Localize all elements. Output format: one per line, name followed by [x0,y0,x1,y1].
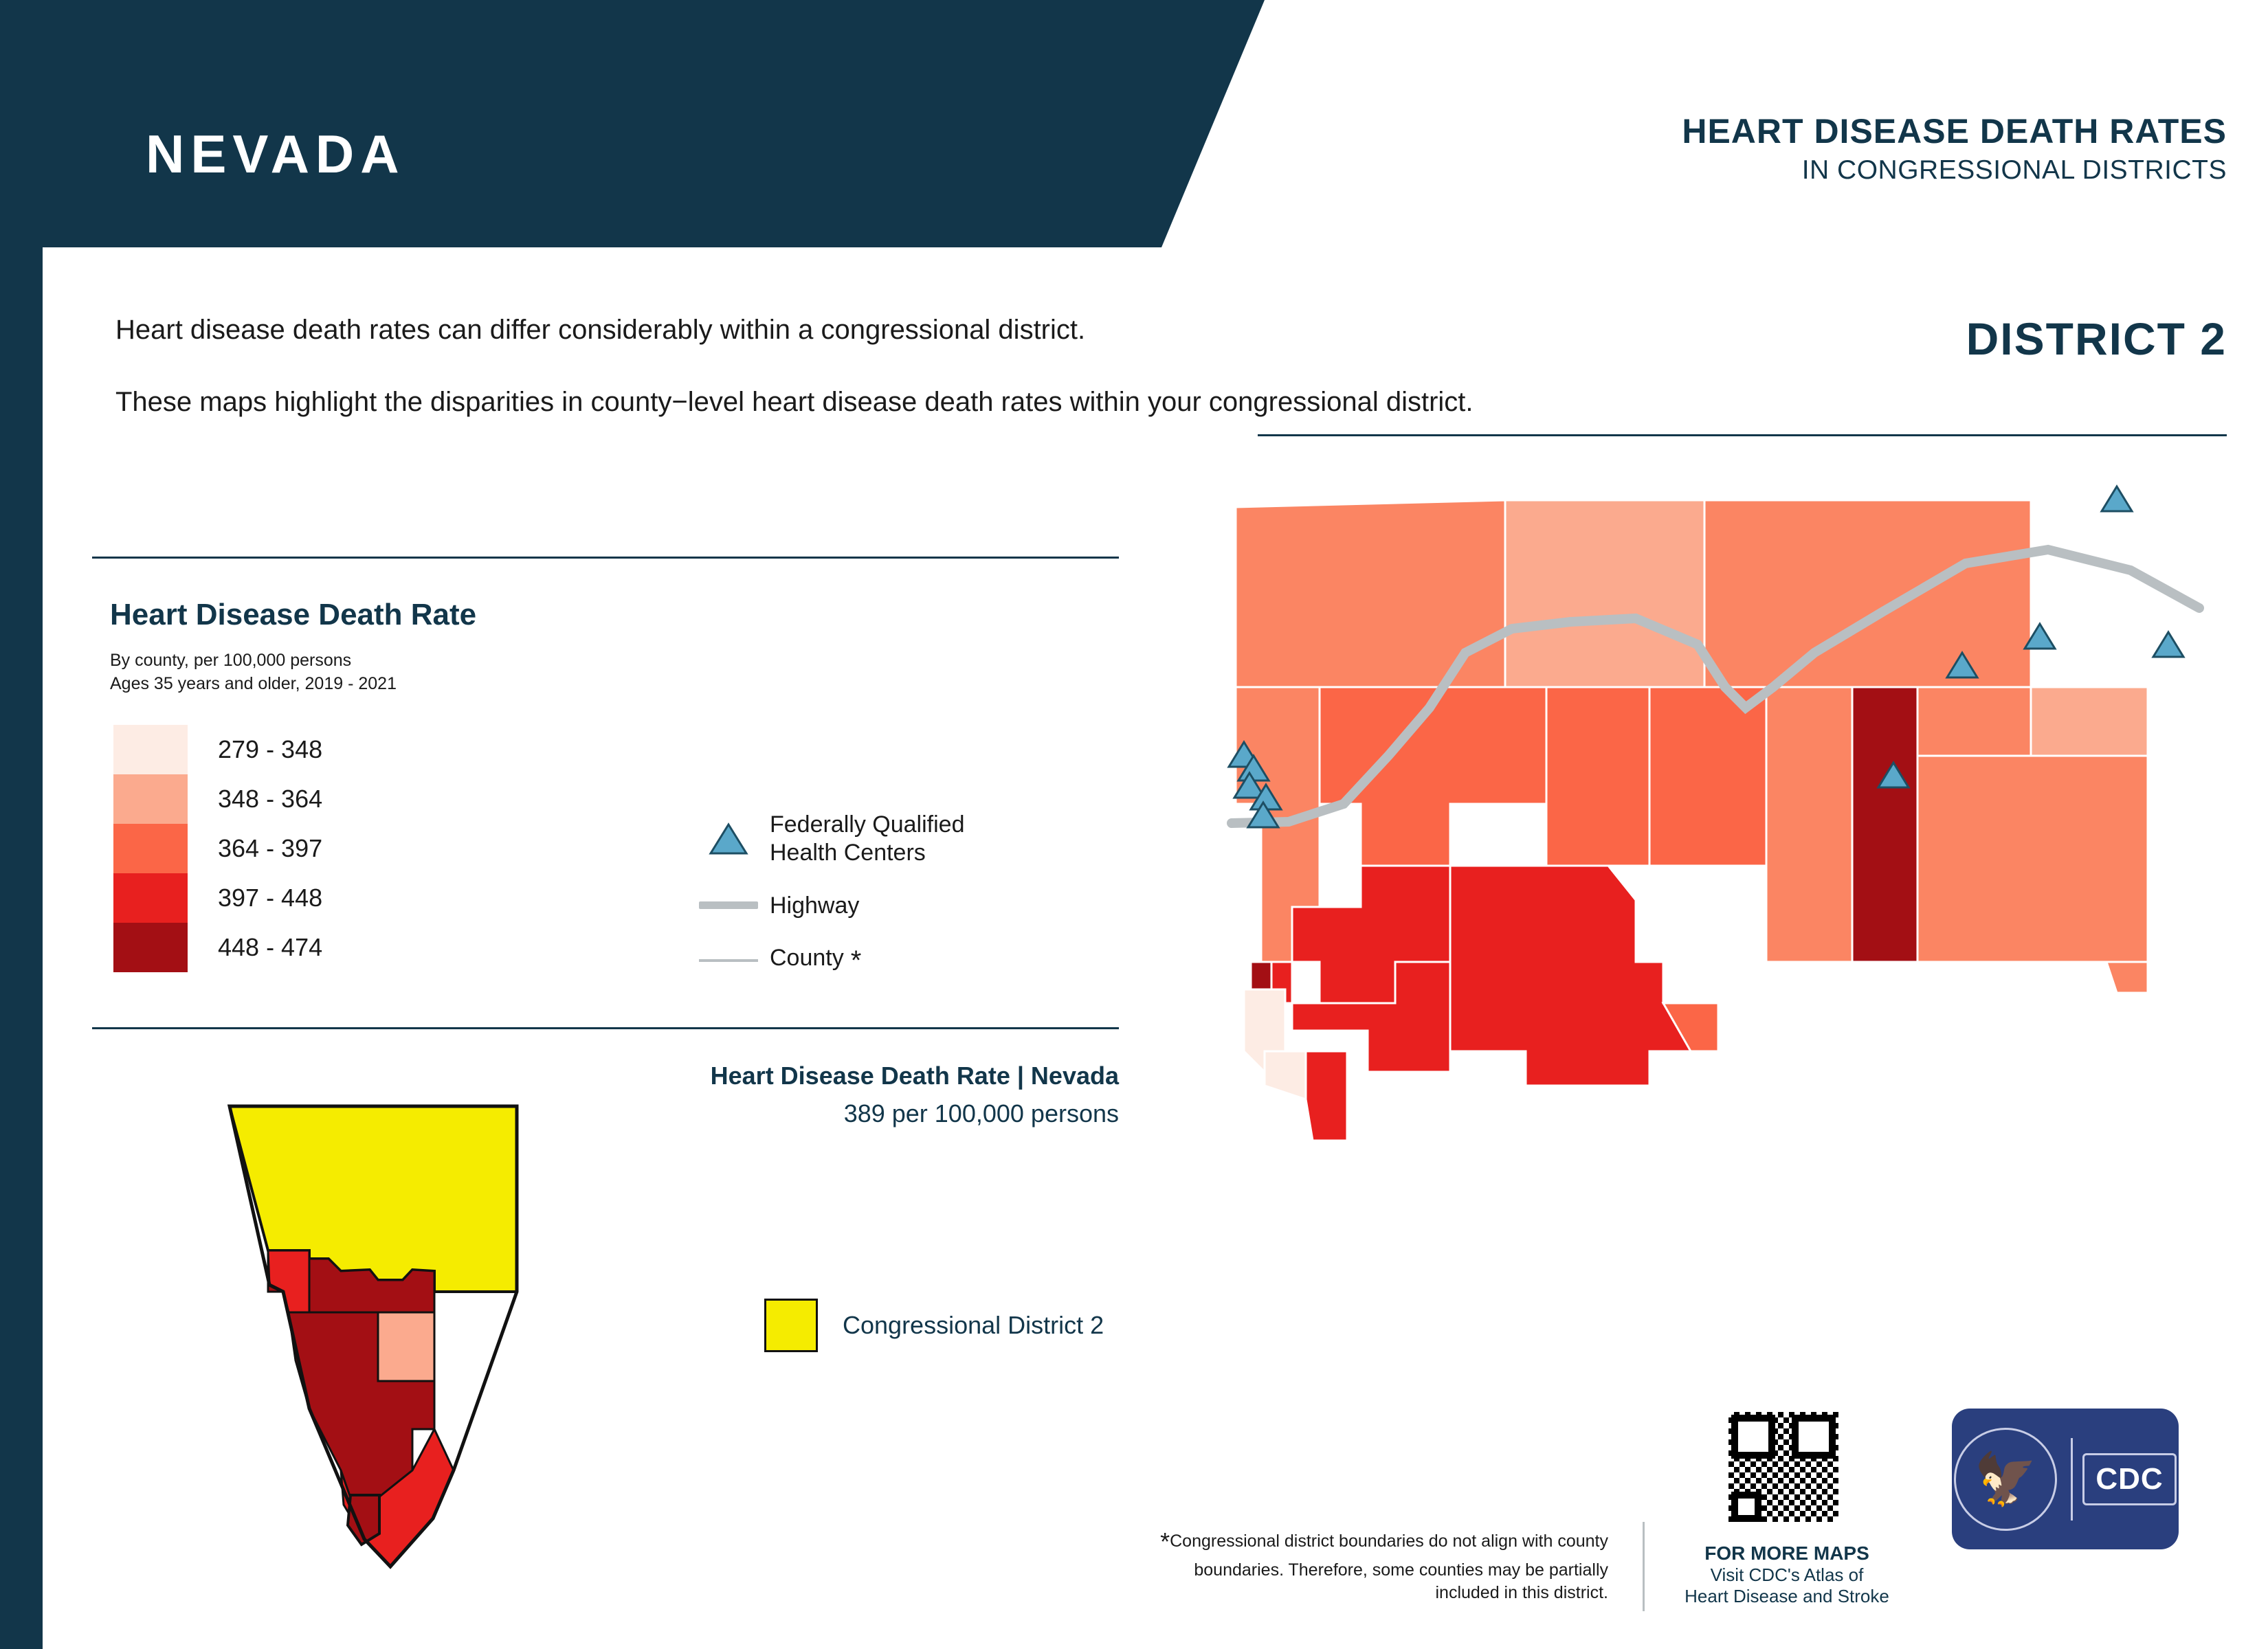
more-maps-block [1649,1543,1924,1607]
state-rate-title: Heart Disease Death Rate | Nevada [710,1062,1119,1090]
legend-title: Heart Disease Death Rate [110,598,477,631]
legend-highway [687,892,964,920]
legend-swatch-label-2: 348 - 364 [218,785,323,813]
page-subtitle: IN CONGRESSIONAL DISTRICTS [1801,155,2227,185]
legend-fqhc-label-line2: Health Centers [770,839,926,866]
qr-code-corner-marker [1731,1492,1761,1522]
legend-subtitle-line1: By county, per 100,000 persons [110,651,352,670]
district-label: DISTRICT 2 [1966,313,2227,364]
county-lander [1546,687,1649,866]
inset-county-central [378,1312,434,1381]
legend-swatch-label-5: 448 - 474 [218,933,323,961]
fqhc-marker [2153,632,2183,657]
more-maps-line1: Visit CDC's Atlas of [1710,1564,1864,1585]
footnote-divider [1643,1522,1645,1611]
district-swatch [764,1299,818,1352]
symbol-legend [687,811,964,1002]
header-title-group [1682,113,2227,186]
intro-paragraph-2: These maps highlight the disparities in county−level heart disease death rates within your congressional district. [115,387,1474,418]
footnote-asterisk: * [1160,1527,1170,1556]
fqhc-triangle-svg [709,822,748,856]
legend-swatch-1 [113,725,188,774]
logo-divider [2071,1438,2073,1521]
county-northeast-light [2031,687,2148,756]
more-maps-line2: Heart Disease and Stroke [1685,1586,1889,1606]
agency-logo [1952,1409,2179,1549]
legend-county-asterisk: * [850,945,862,976]
hhs-seal-icon [1954,1428,2057,1531]
legend-row [113,725,322,774]
county-nye-south [1450,866,1691,1086]
county-line-icon [687,959,770,962]
intro-text [115,313,1474,420]
district-legend-label: Congressional District 2 [843,1311,1104,1339]
fqhc-marker [2102,486,2132,511]
legend-county-label [770,944,861,977]
legend-swatch-label-1: 279 - 348 [218,735,323,763]
highway-line-icon [687,901,770,909]
state-inset-map [206,1086,591,1611]
county-carson-city [1251,962,1271,989]
cdc-logo-text: CDC [2095,1461,2164,1496]
county-eureka [1649,687,1766,866]
legend-subtitle-line2: Ages 35 years and older, 2019 - 2021 [110,673,397,693]
county-south-tail [1306,1051,1347,1141]
legend-swatch-5 [113,923,188,972]
district-detail-svg [1223,481,2241,1305]
left-accent-strip [0,0,43,1649]
fqhc-triangle-icon [687,822,770,856]
legend-row [113,824,322,873]
left-divider-bottom [92,1027,1119,1029]
county-southeast [1917,756,2148,962]
county-churchill [1320,687,1546,866]
legend-fqhc [687,811,964,867]
county-esmeralda [1265,1051,1306,1099]
page-title: HEART DISEASE DEATH RATES [1682,112,2227,150]
district-detail-map [1223,481,2241,1309]
legend-subtitle [110,649,397,696]
legend-row [113,774,322,824]
state-rate-value: 389 per 100,000 persons [843,1099,1119,1128]
cdc-logo [2082,1453,2176,1505]
inset-county-west-strip [268,1250,309,1312]
legend-swatch-4 [113,873,188,923]
legend-swatch-list [113,725,322,972]
legend-swatch-label-3: 364 - 397 [218,834,323,862]
legend-county-text: County [770,945,844,972]
legend-swatch-2 [113,774,188,824]
legend-swatch-3 [113,824,188,873]
legend-fqhc-label-line1: Federally Qualified [770,811,965,838]
legend-row [113,873,322,923]
county-southeast-tab [2106,962,2148,993]
state-inset-svg [206,1086,591,1608]
legend-highway-label: Highway [770,892,860,919]
legend-swatch-label-4: 397 - 448 [218,884,323,912]
left-divider-top [92,557,1119,559]
hhs-bird-glyph: 🦅 [1974,1450,2038,1507]
county-white-pine [1852,687,1917,962]
footnote [1155,1525,1608,1605]
county-pershing [1505,500,1704,687]
district-heading-group [1966,313,2227,365]
state-name: NEVADA [146,124,405,184]
county-nye [1766,687,1852,962]
intro-paragraph-1: Heart disease death rates can differ considerably within a congressional district. [115,315,1086,345]
district-divider [1258,434,2227,436]
footnote-text: Congressional district boundaries do not align with county boundaries. Therefore, some counties may be partially included in this district. [1170,1532,1608,1603]
more-maps-title: FOR MORE MAPS [1704,1543,1869,1564]
legend-row [113,923,322,972]
legend-county [687,944,964,977]
legend-fqhc-label [770,811,964,867]
district-legend [764,1299,1104,1352]
county-elko [1704,500,2031,687]
